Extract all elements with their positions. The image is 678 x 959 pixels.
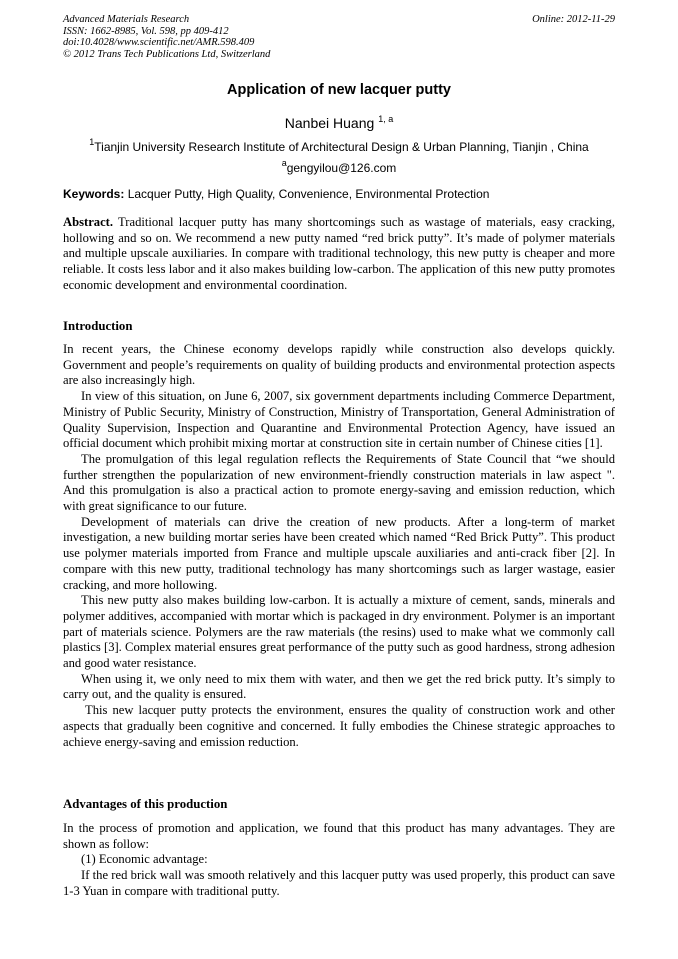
paragraph: In view of this situation, on June 6, 2007, six government departments including Commerce Department, Ministry of Public Security, Ministry of Construction, Ministry of Transportation, General Administration of Quality Supervision, Inspection and Quarantine and Environmental Protection Agency, have issued an official document which prohibit mixing mortar at construction site in certain number of Chinese cities [1]. [63, 389, 615, 451]
affiliation [0, 137, 678, 154]
paragraph: This new putty also makes building low-carbon. It is actually a mixture of cement, sands, minerals and polymer additives, accompanied with mortar which is packaged in dry environment. Polymer is an important part of materials science. Polymers are the raw materials (the resins) used to make what we commonly call plastics [3]. Complex material ensures great performance of the putty such as good hardness, strong adhesion and good water resistance. [63, 593, 615, 671]
online-date: Online: 2012-11-29 [532, 14, 615, 25]
copyright-line: © 2012 Trans Tech Publications Ltd, Switzerland [63, 48, 271, 60]
paper-title: Application of new lacquer putty [227, 82, 451, 98]
introduction-body [63, 342, 615, 750]
abstract-text: Traditional lacquer putty has many shortcomings such as wastage of materials, easy cracking, hollowing and so on. We recommend a new putty named “red brick putty”. It’s made of polymer materials and multiple upscale auxiliaries. In compare with traditional technology, this new putty is cheaper and more reliable. It costs less labor and it also makes building low-carbon. The application of this new putty promotes economic development and environmental coordination. [63, 215, 615, 292]
paragraph: Development of materials can drive the creation of new products. After a long-term of market investigation, a new building mortar series have been created which named “Red Brick Putty”. This product use polymer materials imported from France and multiple upscale auxiliaries and anti-crack fiber [2]. In compare with this new putty, traditional technology has many shortcomings such as larger wastage, easier cracking, and more hollowing. [63, 514, 615, 592]
list-item: (1) Economic advantage: [81, 852, 208, 867]
email-text: gengyilou@126.com [286, 161, 397, 175]
paragraph: The promulgation of this legal regulation reflects the Requirements of State Council that “we should further strengthen the popularization of new environment-friendly construction materials in law aspect ". And this promulgation is also a practical action to promote energy-saving and emission reduction, which with great significance to our future. [63, 451, 615, 514]
doi-line: doi:10.4028/www.scientific.net/AMR.598.409 [63, 37, 255, 48]
keywords-text: Lacquer Putty, High Quality, Convenience, Environmental Protection [127, 187, 490, 201]
issn-line: ISSN: 1662-8985, Vol. 598, pp 409-412 [63, 25, 229, 37]
affiliation-text: Tianjin University Research Institute of Architectural Design & Urban Planning, Tianjin , China [94, 140, 589, 154]
abstract-label: Abstract. [63, 215, 114, 229]
paragraph: In recent years, the Chinese economy develops rapidly while construction also develops quickly. Government and people’s requirements on quality of building products and environmental protection aspects are also increasingly high. [63, 342, 615, 388]
author-line [0, 114, 678, 131]
advantages-body [63, 821, 615, 900]
email-marker: a [281, 158, 287, 168]
author-email [0, 158, 678, 175]
advantages-heading: Advantages of this production [63, 797, 228, 811]
affiliation-marker: 1 [89, 137, 95, 147]
author-affiliation-marker: 1, a [378, 114, 394, 124]
keywords [63, 187, 615, 201]
introduction-heading: Introduction [63, 319, 133, 333]
paragraph: This new lacquer putty protects the environment, ensures the quality of construction work and other aspects that gradually been cognitive and concerned. It fully embodies the Chinese strategic approaches to achieve energy-saving and emission reduction. [63, 703, 615, 749]
paragraph: In the process of promotion and application, we found that this product has many advantages. They are shown as follow: [63, 821, 615, 851]
keywords-label: Keywords: [63, 187, 125, 201]
journal-name: Advanced Materials Research [63, 14, 190, 25]
author-name: Nanbei Huang [284, 115, 375, 131]
journal-header [63, 14, 615, 60]
paragraph: When using it, we only need to mix them with water, and then we get the red brick putty. It’s simply to carry out, and the quality is ensured. [63, 671, 615, 702]
paragraph: If the red brick wall was smooth relatively and this lacquer putty was used properly, this product can save 1-3 Yuan in compare with traditional putty. [63, 868, 615, 898]
abstract [63, 215, 615, 294]
